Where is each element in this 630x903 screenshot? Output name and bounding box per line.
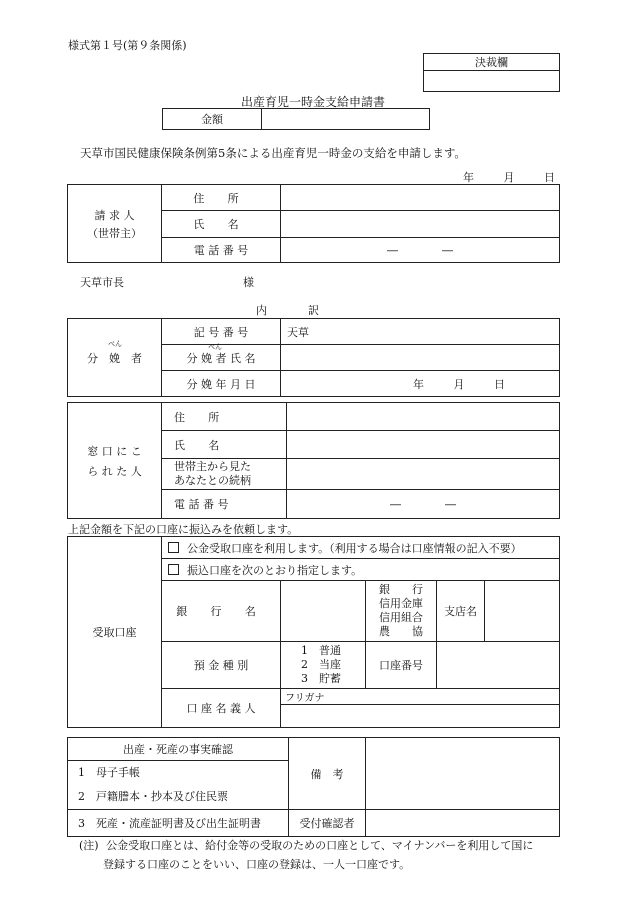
applicant-name-field[interactable]	[287, 431, 560, 459]
claimant-table	[67, 184, 560, 263]
birth-month: 月	[453, 377, 465, 391]
amount-box	[162, 108, 430, 130]
deposit-current[interactable]: 2 当座	[301, 658, 341, 671]
delivery-label	[68, 319, 162, 397]
delivery-date-field[interactable]	[281, 371, 560, 397]
delivery-symbol-field[interactable]: 天草	[281, 319, 560, 345]
delivery-name-field[interactable]	[281, 345, 560, 371]
bank-type-bank: 銀 行	[379, 583, 423, 596]
receipt-field[interactable]	[366, 810, 560, 837]
holder-name-field[interactable]	[281, 705, 560, 728]
bank-type-nokyo: 農 協	[379, 625, 423, 638]
holder-name-input[interactable]	[281, 705, 559, 727]
claimant-label-line1: 請 求 人	[94, 208, 135, 222]
applicant-relation-field[interactable]	[287, 459, 560, 490]
applicant-label-line1: 窓 口 に こ	[87, 444, 142, 458]
mayor-honorific: 様	[243, 276, 254, 289]
bank-name-field[interactable]	[281, 581, 366, 642]
claimant-phone-field[interactable]: ― ―	[281, 238, 560, 263]
date-year: 年	[463, 171, 474, 184]
account-table	[67, 536, 560, 728]
birth-year: 年	[413, 377, 424, 391]
account-number-label: 口座番号	[366, 642, 437, 689]
breakdown-heading: 内 訳	[256, 304, 321, 317]
confirmation-items	[68, 761, 289, 810]
note-prefix: (注)	[79, 839, 99, 852]
confirmation-header: 出産・死産の事実確認	[68, 738, 289, 761]
public-account-checkbox[interactable]	[168, 542, 179, 553]
delivery-name-label	[162, 345, 281, 371]
applicant-relation-input[interactable]	[287, 468, 559, 481]
deposit-type-options[interactable]	[281, 642, 366, 689]
delivery-name-input[interactable]	[281, 351, 559, 364]
receipt-label: 受付確認者	[289, 810, 366, 837]
claimant-name-field[interactable]	[281, 211, 560, 238]
note	[79, 836, 569, 874]
delivery-name-ruby: べん	[208, 343, 222, 351]
claimant-phone-label: 電 話 番 号	[162, 238, 281, 263]
amount-label: 金額	[163, 109, 262, 130]
branch-label: 支店名	[437, 581, 485, 642]
claimant-label-line2: （世帯主）	[87, 226, 142, 240]
public-account-text: 公金受取口座を利用します。（利用する場合は口座情報の記入不要）	[187, 541, 522, 555]
furigana-field[interactable]	[281, 689, 560, 705]
bank-name-label: 銀 行 名	[162, 581, 281, 642]
bank-type-kumiai: 信用組合	[379, 611, 423, 624]
confirmation-item-3-cell	[68, 810, 289, 837]
applicant-name-label: 氏 名	[162, 431, 287, 459]
delivery-ruby: べん	[108, 340, 122, 348]
claimant-address-label: 住 所	[162, 185, 281, 211]
amount-field[interactable]	[262, 109, 430, 130]
date-line	[463, 169, 555, 185]
claimant-name-label: 氏 名	[162, 211, 281, 238]
date-day: 日	[544, 171, 555, 184]
delivery-name-label-text: 分 娩 者 氏 名	[186, 351, 256, 365]
deposit-savings[interactable]: 3 貯蓄	[301, 672, 341, 685]
applicant-name-input[interactable]	[287, 438, 559, 451]
date-month: 月	[503, 171, 515, 184]
bank-name-input[interactable]	[281, 605, 365, 618]
claimant-label	[68, 185, 162, 263]
confirm-item-2[interactable]: 2 戸籍謄本・抄本及び住民票	[78, 790, 228, 803]
applicant-address-input[interactable]	[287, 410, 559, 423]
intro-text: 天草市国民健康保険条例第5条による出産育児一時金の支給を申請します。	[80, 146, 466, 160]
approval-label: 決裁欄	[424, 54, 560, 71]
remarks-field[interactable]	[366, 738, 560, 810]
claimant-name-input[interactable]	[281, 218, 559, 231]
applicant-address-label: 住 所	[162, 403, 287, 431]
mayor-addressee: 天草市長	[80, 276, 124, 289]
furigana-label: フリガナ	[285, 693, 325, 704]
bank-type-shinkin: 信用金庫	[379, 597, 423, 610]
delivery-date-label: 分 娩 年 月 日	[162, 371, 281, 397]
applicant-relation-line1: 世帯主から見た	[174, 460, 251, 473]
holder-label: 口 座 名 義 人	[162, 689, 281, 728]
designate-account-checkbox[interactable]	[168, 564, 179, 575]
receipt-input[interactable]	[366, 817, 559, 830]
applicant-label-line2: ら れ た 人	[87, 464, 142, 478]
applicant-relation-label	[162, 459, 287, 490]
form-number: 様式第１号(第９条関係)	[68, 39, 187, 52]
account-number-field[interactable]	[437, 642, 560, 689]
deposit-ordinary[interactable]: 1 普通	[301, 644, 341, 657]
confirm-item-1[interactable]: 1 母子手帳	[78, 766, 140, 779]
note-text1: 公金受取口座とは、給付金等の受取のための口座として、マイナンバーを利用して国に	[106, 839, 534, 852]
branch-input[interactable]	[485, 605, 559, 618]
note-line1	[79, 836, 569, 855]
remarks-input[interactable]	[366, 767, 559, 780]
page-title: 出産育児一時金支給申請書	[241, 95, 386, 109]
applicant-table	[67, 402, 560, 519]
remarks-label: 備 考	[289, 738, 366, 810]
branch-field[interactable]	[485, 581, 560, 642]
applicant-label	[68, 403, 162, 519]
transfer-request: 上記金額を下記の口座に振込みを依頼します。	[68, 523, 299, 536]
claimant-address-input[interactable]	[281, 191, 559, 204]
account-option-public[interactable]	[162, 537, 560, 559]
claimant-address-field[interactable]	[281, 185, 560, 211]
bank-type-cell	[366, 581, 437, 642]
confirmation-table	[67, 737, 560, 837]
applicant-phone-label: 電 話 番 号	[162, 490, 287, 519]
deposit-type-label: 預 金 種 別	[162, 642, 281, 689]
delivery-label-text: 分 娩 者	[87, 351, 142, 365]
birth-day: 日	[494, 377, 505, 391]
applicant-relation-line2: あなたとの続柄	[174, 474, 251, 487]
designate-account-text: 振込口座を次のとおり指定します。	[187, 563, 363, 577]
delivery-table	[67, 318, 560, 397]
confirm-item-3[interactable]: 3 死産・流産証明書及び出生証明書	[78, 817, 261, 830]
approval-stamp-area[interactable]	[424, 71, 560, 92]
account-label: 受取口座	[68, 537, 162, 728]
amount-input[interactable]	[262, 113, 429, 126]
account-number-input[interactable]	[437, 659, 559, 672]
applicant-phone-field[interactable]: ― ―	[287, 490, 560, 519]
delivery-symbol-label: 記 号 番 号	[162, 319, 281, 345]
note-text2: 登録する口座のことをいい、口座の登録は、一人一口座です。	[103, 858, 411, 871]
applicant-address-field[interactable]	[287, 403, 560, 431]
approval-box	[423, 53, 560, 92]
account-option-designate[interactable]	[162, 559, 560, 581]
